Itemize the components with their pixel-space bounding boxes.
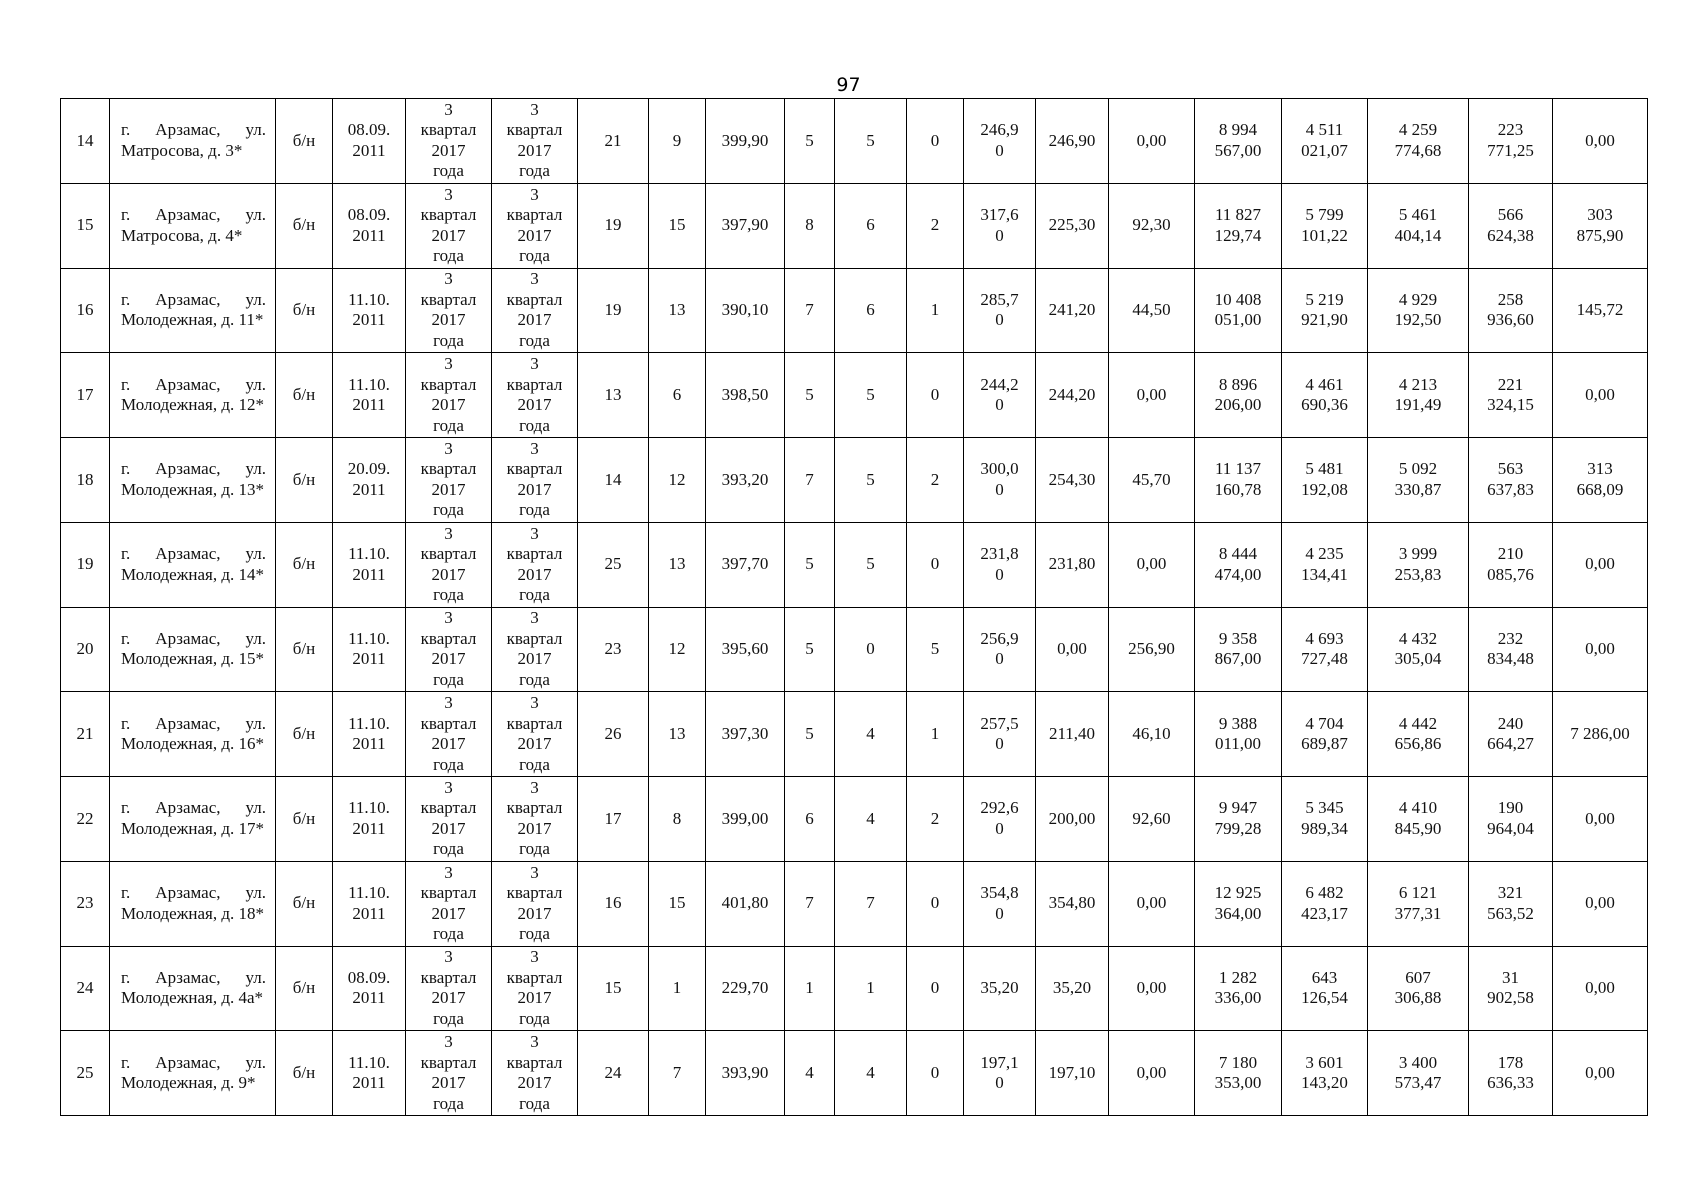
value-cell-c16: 8 994 567,00 — [1195, 99, 1282, 184]
value-cell-c10: 6 — [785, 777, 835, 862]
document-number-cell: б/н — [276, 607, 333, 692]
value-cell-c20: 0,00 — [1553, 353, 1648, 438]
value-cell-c13: 285,7 0 — [964, 268, 1036, 353]
completion-quarter-cell: 3 квартал 2017 года — [492, 522, 578, 607]
table-body — [61, 99, 1648, 1116]
value-cell-c12: 2 — [907, 183, 964, 268]
planned-quarter-cell: 3 квартал 2017 года — [406, 607, 492, 692]
planned-quarter-cell: 3 квартал 2017 года — [406, 777, 492, 862]
document-date-cell: 11.10. 2011 — [333, 607, 406, 692]
value-cell-c18: 4 432 305,04 — [1368, 607, 1469, 692]
value-cell-c8: 15 — [649, 183, 706, 268]
value-cell-c7: 15 — [578, 946, 649, 1031]
planned-quarter-cell: 3 квартал 2017 года — [406, 946, 492, 1031]
value-cell-c20: 0,00 — [1553, 607, 1648, 692]
row-number-cell: 17 — [61, 353, 110, 438]
value-cell-c14: 35,20 — [1036, 946, 1109, 1031]
value-cell-c20: 0,00 — [1553, 522, 1648, 607]
value-cell-c15: 0,00 — [1109, 1031, 1195, 1116]
address-cell: г. Арзамас, ул. Матросова, д. 3* — [110, 99, 276, 184]
document-number-cell: б/н — [276, 438, 333, 523]
document-date-cell: 08.09. 2011 — [333, 99, 406, 184]
value-cell-c18: 5 092 330,87 — [1368, 438, 1469, 523]
value-cell-c7: 19 — [578, 183, 649, 268]
value-cell-c13: 300,0 0 — [964, 438, 1036, 523]
address-cell: г. Арзамас, ул. Молодежная, д. 12* — [110, 353, 276, 438]
value-cell-c16: 9 947 799,28 — [1195, 777, 1282, 862]
row-number-cell: 15 — [61, 183, 110, 268]
value-cell-c17: 5 345 989,34 — [1282, 777, 1368, 862]
address-cell: г. Арзамас, ул. Молодежная, д. 17* — [110, 777, 276, 862]
completion-quarter-cell: 3 квартал 2017 года — [492, 861, 578, 946]
value-cell-c20: 303 875,90 — [1553, 183, 1648, 268]
table-row — [61, 861, 1648, 946]
value-cell-c20: 0,00 — [1553, 946, 1648, 1031]
value-cell-c17: 5 219 921,90 — [1282, 268, 1368, 353]
value-cell-c17: 4 235 134,41 — [1282, 522, 1368, 607]
value-cell-c19: 221 324,15 — [1469, 353, 1553, 438]
value-cell-c11: 5 — [835, 99, 907, 184]
value-cell-c10: 7 — [785, 268, 835, 353]
value-cell-c14: 246,90 — [1036, 99, 1109, 184]
document-number-cell: б/н — [276, 1031, 333, 1116]
value-cell-c12: 0 — [907, 99, 964, 184]
value-cell-c18: 3 999 253,83 — [1368, 522, 1469, 607]
value-cell-c13: 35,20 — [964, 946, 1036, 1031]
document-date-cell: 11.10. 2011 — [333, 861, 406, 946]
value-cell-c15: 0,00 — [1109, 946, 1195, 1031]
document-date-cell: 11.10. 2011 — [333, 522, 406, 607]
value-cell-c11: 5 — [835, 438, 907, 523]
value-cell-c11: 5 — [835, 522, 907, 607]
address-cell: г. Арзамас, ул. Молодежная, д. 4а* — [110, 946, 276, 1031]
value-cell-c11: 4 — [835, 777, 907, 862]
value-cell-c13: 256,9 0 — [964, 607, 1036, 692]
value-cell-c15: 0,00 — [1109, 522, 1195, 607]
table-row — [61, 438, 1648, 523]
document-number-cell: б/н — [276, 99, 333, 184]
value-cell-c14: 200,00 — [1036, 777, 1109, 862]
table-row — [61, 353, 1648, 438]
value-cell-c17: 5 799 101,22 — [1282, 183, 1368, 268]
value-cell-c15: 92,60 — [1109, 777, 1195, 862]
row-number-cell: 24 — [61, 946, 110, 1031]
relocation-program-table — [60, 98, 1648, 1116]
row-number-cell: 19 — [61, 522, 110, 607]
document-date-cell: 20.09. 2011 — [333, 438, 406, 523]
value-cell-c8: 12 — [649, 607, 706, 692]
value-cell-c7: 13 — [578, 353, 649, 438]
value-cell-c13: 246,9 0 — [964, 99, 1036, 184]
value-cell-c19: 223 771,25 — [1469, 99, 1553, 184]
value-cell-c17: 4 511 021,07 — [1282, 99, 1368, 184]
value-cell-c16: 1 282 336,00 — [1195, 946, 1282, 1031]
value-cell-c19: 566 624,38 — [1469, 183, 1553, 268]
value-cell-c9: 397,30 — [706, 692, 785, 777]
document-number-cell: б/н — [276, 861, 333, 946]
value-cell-c16: 9 388 011,00 — [1195, 692, 1282, 777]
document-date-cell: 11.10. 2011 — [333, 1031, 406, 1116]
completion-quarter-cell: 3 квартал 2017 года — [492, 183, 578, 268]
value-cell-c12: 0 — [907, 522, 964, 607]
value-cell-c11: 4 — [835, 1031, 907, 1116]
document-number-cell: б/н — [276, 268, 333, 353]
value-cell-c11: 5 — [835, 353, 907, 438]
row-number-cell: 16 — [61, 268, 110, 353]
value-cell-c8: 9 — [649, 99, 706, 184]
value-cell-c9: 229,70 — [706, 946, 785, 1031]
value-cell-c15: 256,90 — [1109, 607, 1195, 692]
completion-quarter-cell: 3 квартал 2017 года — [492, 607, 578, 692]
row-number-cell: 25 — [61, 1031, 110, 1116]
planned-quarter-cell: 3 квартал 2017 года — [406, 438, 492, 523]
value-cell-c19: 563 637,83 — [1469, 438, 1553, 523]
document-number-cell: б/н — [276, 522, 333, 607]
value-cell-c10: 5 — [785, 522, 835, 607]
value-cell-c8: 12 — [649, 438, 706, 523]
value-cell-c10: 5 — [785, 353, 835, 438]
value-cell-c8: 13 — [649, 522, 706, 607]
value-cell-c7: 14 — [578, 438, 649, 523]
address-cell: г. Арзамас, ул. Молодежная, д. 18* — [110, 861, 276, 946]
row-number-cell: 23 — [61, 861, 110, 946]
document-date-cell: 08.09. 2011 — [333, 946, 406, 1031]
value-cell-c11: 6 — [835, 268, 907, 353]
value-cell-c14: 225,30 — [1036, 183, 1109, 268]
value-cell-c19: 178 636,33 — [1469, 1031, 1553, 1116]
value-cell-c9: 397,90 — [706, 183, 785, 268]
value-cell-c8: 1 — [649, 946, 706, 1031]
address-cell: г. Арзамас, ул. Молодежная, д. 11* — [110, 268, 276, 353]
value-cell-c20: 0,00 — [1553, 861, 1648, 946]
value-cell-c15: 92,30 — [1109, 183, 1195, 268]
value-cell-c15: 0,00 — [1109, 861, 1195, 946]
value-cell-c20: 7 286,00 — [1553, 692, 1648, 777]
value-cell-c12: 2 — [907, 438, 964, 523]
value-cell-c19: 31 902,58 — [1469, 946, 1553, 1031]
value-cell-c18: 4 213 191,49 — [1368, 353, 1469, 438]
value-cell-c14: 197,10 — [1036, 1031, 1109, 1116]
value-cell-c14: 354,80 — [1036, 861, 1109, 946]
value-cell-c9: 397,70 — [706, 522, 785, 607]
value-cell-c19: 258 936,60 — [1469, 268, 1553, 353]
value-cell-c7: 25 — [578, 522, 649, 607]
value-cell-c13: 292,6 0 — [964, 777, 1036, 862]
completion-quarter-cell: 3 квартал 2017 года — [492, 353, 578, 438]
value-cell-c16: 8 444 474,00 — [1195, 522, 1282, 607]
table-row — [61, 946, 1648, 1031]
completion-quarter-cell: 3 квартал 2017 года — [492, 438, 578, 523]
document-number-cell: б/н — [276, 692, 333, 777]
value-cell-c10: 4 — [785, 1031, 835, 1116]
value-cell-c17: 4 693 727,48 — [1282, 607, 1368, 692]
planned-quarter-cell: 3 квартал 2017 года — [406, 353, 492, 438]
value-cell-c10: 5 — [785, 99, 835, 184]
value-cell-c15: 44,50 — [1109, 268, 1195, 353]
document-number-cell: б/н — [276, 946, 333, 1031]
address-cell: г. Арзамас, ул. Молодежная, д. 15* — [110, 607, 276, 692]
value-cell-c14: 231,80 — [1036, 522, 1109, 607]
value-cell-c19: 210 085,76 — [1469, 522, 1553, 607]
page-number: 97 — [836, 74, 861, 96]
value-cell-c9: 390,10 — [706, 268, 785, 353]
value-cell-c20: 0,00 — [1553, 777, 1648, 862]
document-number-cell: б/н — [276, 777, 333, 862]
value-cell-c8: 13 — [649, 692, 706, 777]
value-cell-c9: 393,20 — [706, 438, 785, 523]
value-cell-c16: 11 827 129,74 — [1195, 183, 1282, 268]
completion-quarter-cell: 3 квартал 2017 года — [492, 99, 578, 184]
row-number-cell: 18 — [61, 438, 110, 523]
table-row — [61, 692, 1648, 777]
value-cell-c8: 8 — [649, 777, 706, 862]
value-cell-c16: 9 358 867,00 — [1195, 607, 1282, 692]
value-cell-c14: 0,00 — [1036, 607, 1109, 692]
value-cell-c12: 0 — [907, 946, 964, 1031]
value-cell-c18: 607 306,88 — [1368, 946, 1469, 1031]
value-cell-c9: 401,80 — [706, 861, 785, 946]
value-cell-c11: 6 — [835, 183, 907, 268]
value-cell-c8: 13 — [649, 268, 706, 353]
value-cell-c14: 211,40 — [1036, 692, 1109, 777]
completion-quarter-cell: 3 квартал 2017 года — [492, 692, 578, 777]
value-cell-c19: 232 834,48 — [1469, 607, 1553, 692]
value-cell-c10: 8 — [785, 183, 835, 268]
value-cell-c13: 231,8 0 — [964, 522, 1036, 607]
value-cell-c8: 6 — [649, 353, 706, 438]
value-cell-c13: 197,1 0 — [964, 1031, 1036, 1116]
row-number-cell: 20 — [61, 607, 110, 692]
value-cell-c20: 0,00 — [1553, 99, 1648, 184]
table-row — [61, 183, 1648, 268]
planned-quarter-cell: 3 квартал 2017 года — [406, 692, 492, 777]
value-cell-c20: 313 668,09 — [1553, 438, 1648, 523]
value-cell-c18: 4 929 192,50 — [1368, 268, 1469, 353]
value-cell-c20: 0,00 — [1553, 1031, 1648, 1116]
value-cell-c14: 244,20 — [1036, 353, 1109, 438]
value-cell-c12: 2 — [907, 777, 964, 862]
value-cell-c18: 5 461 404,14 — [1368, 183, 1469, 268]
value-cell-c18: 4 442 656,86 — [1368, 692, 1469, 777]
document-number-cell: б/н — [276, 353, 333, 438]
value-cell-c19: 240 664,27 — [1469, 692, 1553, 777]
address-cell: г. Арзамас, ул. Молодежная, д. 14* — [110, 522, 276, 607]
value-cell-c19: 190 964,04 — [1469, 777, 1553, 862]
planned-quarter-cell: 3 квартал 2017 года — [406, 1031, 492, 1116]
value-cell-c13: 244,2 0 — [964, 353, 1036, 438]
value-cell-c17: 6 482 423,17 — [1282, 861, 1368, 946]
value-cell-c17: 5 481 192,08 — [1282, 438, 1368, 523]
value-cell-c9: 399,90 — [706, 99, 785, 184]
table-row — [61, 777, 1648, 862]
planned-quarter-cell: 3 квартал 2017 года — [406, 861, 492, 946]
document-number-cell: б/н — [276, 183, 333, 268]
value-cell-c16: 11 137 160,78 — [1195, 438, 1282, 523]
planned-quarter-cell: 3 квартал 2017 года — [406, 99, 492, 184]
table-row — [61, 522, 1648, 607]
value-cell-c8: 7 — [649, 1031, 706, 1116]
value-cell-c10: 7 — [785, 861, 835, 946]
value-cell-c12: 1 — [907, 268, 964, 353]
document-date-cell: 11.10. 2011 — [333, 777, 406, 862]
value-cell-c14: 241,20 — [1036, 268, 1109, 353]
document-date-cell: 11.10. 2011 — [333, 353, 406, 438]
value-cell-c12: 5 — [907, 607, 964, 692]
address-cell: г. Арзамас, ул. Молодежная, д. 16* — [110, 692, 276, 777]
row-number-cell: 22 — [61, 777, 110, 862]
completion-quarter-cell: 3 квартал 2017 года — [492, 777, 578, 862]
value-cell-c7: 21 — [578, 99, 649, 184]
value-cell-c17: 4 461 690,36 — [1282, 353, 1368, 438]
document-date-cell: 11.10. 2011 — [333, 692, 406, 777]
value-cell-c9: 395,60 — [706, 607, 785, 692]
value-cell-c13: 354,8 0 — [964, 861, 1036, 946]
table-row — [61, 1031, 1648, 1116]
document-date-cell: 08.09. 2011 — [333, 183, 406, 268]
value-cell-c7: 17 — [578, 777, 649, 862]
value-cell-c12: 0 — [907, 353, 964, 438]
value-cell-c8: 15 — [649, 861, 706, 946]
row-number-cell: 21 — [61, 692, 110, 777]
value-cell-c20: 145,72 — [1553, 268, 1648, 353]
value-cell-c12: 0 — [907, 1031, 964, 1116]
completion-quarter-cell: 3 квартал 2017 года — [492, 946, 578, 1031]
value-cell-c9: 399,00 — [706, 777, 785, 862]
document-date-cell: 11.10. 2011 — [333, 268, 406, 353]
value-cell-c18: 6 121 377,31 — [1368, 861, 1469, 946]
value-cell-c15: 0,00 — [1109, 99, 1195, 184]
value-cell-c13: 257,5 0 — [964, 692, 1036, 777]
value-cell-c10: 5 — [785, 607, 835, 692]
value-cell-c7: 24 — [578, 1031, 649, 1116]
value-cell-c12: 1 — [907, 692, 964, 777]
planned-quarter-cell: 3 квартал 2017 года — [406, 183, 492, 268]
value-cell-c7: 23 — [578, 607, 649, 692]
planned-quarter-cell: 3 квартал 2017 года — [406, 522, 492, 607]
value-cell-c7: 19 — [578, 268, 649, 353]
value-cell-c10: 7 — [785, 438, 835, 523]
value-cell-c11: 0 — [835, 607, 907, 692]
table-row — [61, 268, 1648, 353]
table-row — [61, 607, 1648, 692]
value-cell-c17: 3 601 143,20 — [1282, 1031, 1368, 1116]
value-cell-c18: 4 259 774,68 — [1368, 99, 1469, 184]
address-cell: г. Арзамас, ул. Матросова, д. 4* — [110, 183, 276, 268]
value-cell-c17: 4 704 689,87 — [1282, 692, 1368, 777]
address-cell: г. Арзамас, ул. Молодежная, д. 13* — [110, 438, 276, 523]
value-cell-c16: 8 896 206,00 — [1195, 353, 1282, 438]
row-number-cell: 14 — [61, 99, 110, 184]
value-cell-c7: 16 — [578, 861, 649, 946]
value-cell-c15: 0,00 — [1109, 353, 1195, 438]
completion-quarter-cell: 3 квартал 2017 года — [492, 1031, 578, 1116]
value-cell-c10: 5 — [785, 692, 835, 777]
value-cell-c16: 10 408 051,00 — [1195, 268, 1282, 353]
value-cell-c18: 3 400 573,47 — [1368, 1031, 1469, 1116]
table-row — [61, 99, 1648, 184]
value-cell-c14: 254,30 — [1036, 438, 1109, 523]
value-cell-c15: 46,10 — [1109, 692, 1195, 777]
value-cell-c19: 321 563,52 — [1469, 861, 1553, 946]
value-cell-c16: 12 925 364,00 — [1195, 861, 1282, 946]
completion-quarter-cell: 3 квартал 2017 года — [492, 268, 578, 353]
value-cell-c10: 1 — [785, 946, 835, 1031]
address-cell: г. Арзамас, ул. Молодежная, д. 9* — [110, 1031, 276, 1116]
planned-quarter-cell: 3 квартал 2017 года — [406, 268, 492, 353]
value-cell-c13: 317,6 0 — [964, 183, 1036, 268]
value-cell-c17: 643 126,54 — [1282, 946, 1368, 1031]
value-cell-c11: 7 — [835, 861, 907, 946]
value-cell-c16: 7 180 353,00 — [1195, 1031, 1282, 1116]
value-cell-c7: 26 — [578, 692, 649, 777]
value-cell-c11: 4 — [835, 692, 907, 777]
value-cell-c9: 393,90 — [706, 1031, 785, 1116]
value-cell-c11: 1 — [835, 946, 907, 1031]
value-cell-c9: 398,50 — [706, 353, 785, 438]
value-cell-c12: 0 — [907, 861, 964, 946]
value-cell-c18: 4 410 845,90 — [1368, 777, 1469, 862]
value-cell-c15: 45,70 — [1109, 438, 1195, 523]
